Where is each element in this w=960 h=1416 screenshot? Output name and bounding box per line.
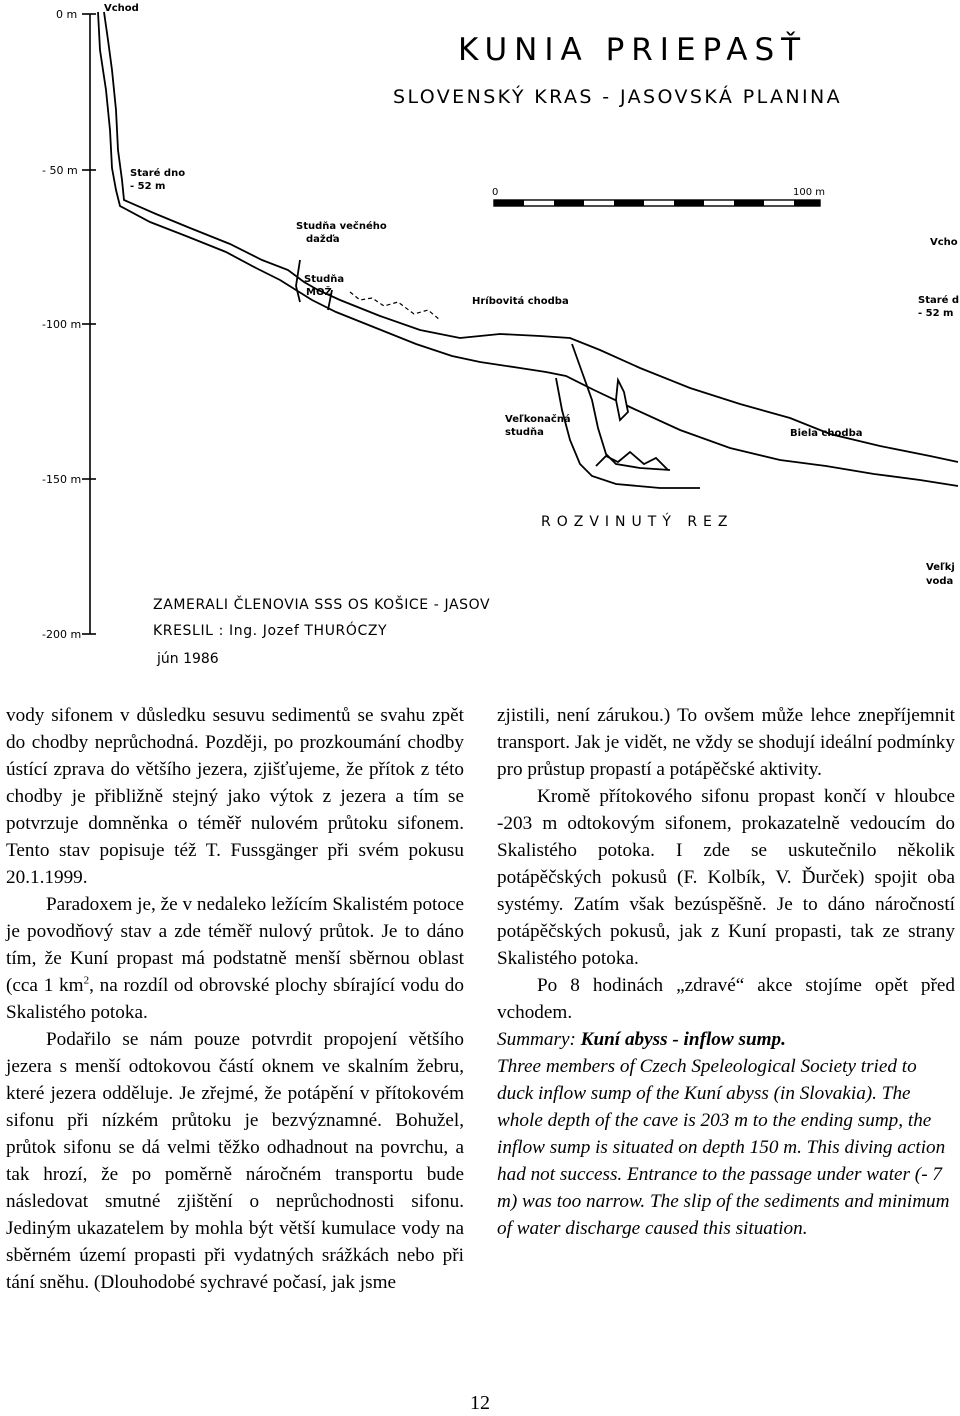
label-well-rain-2: dažďa <box>306 234 340 245</box>
svg-text:0: 0 <box>492 187 499 198</box>
label-well-rain: Studňa večného <box>296 221 387 232</box>
right-paragraph-2: Kromě přítokového sifonu propast končí v hloubce -203 m odtokovým sifonem, prokazatelně vedoucím do Skalistého potoka. I zde se uskutečnilo několik potápěčských pokusů (F. Kolbík, V. Ďurček) spojit oba systémy. Zatím však bezúspěšně. Je to dáno náročností potápěčských pokusů, jak z Kuní propasti, tak ze strany Skalistého potoka. <box>497 786 955 969</box>
depth-label-200: -200 m <box>42 628 82 641</box>
credits-date: jún 1986 <box>157 651 219 667</box>
credits-drawn: KRESLIL : Ing. Jozef THURÓCZY <box>153 623 388 639</box>
summary-label: Summary: <box>497 1029 581 1050</box>
depth-scale <box>82 14 96 634</box>
left-paragraph-3: Podařilo se nám pouze potvrdit propojení většího jezera s menší odtokovou částí oknem ve skalním žebru, které jezera odděluje. Je zřejmé, že potápění v přítokovém sifonu při nízkém průtoku je bezvýznamné. Bohužel, průtok sifonu se dá velmi těžko odhadnout na povrchu, a tak hrozí, že po poměrně náročném transportu bude následovat smutné zjištění o neprůchodnosti sifonu. Jediným ukazatelem by mohla být větší kumulace vody na sběrném území propasti při vydatných srážkách nebo při tání sněhu. (Dlouhodobé sychravé počasí, jak jsme <box>6 1029 464 1293</box>
label-white-passage: Biela chodba <box>790 428 863 439</box>
label-old-bottom-depth: - 52 m <box>130 181 166 192</box>
map-title: KUNIA PRIEPASŤ <box>458 32 808 68</box>
cave-survey-map <box>0 0 960 680</box>
depth-label-0: 0 m <box>56 8 78 21</box>
map-subtitle: SLOVENSKÝ KRAS - JASOVSKÁ PLANINA <box>393 86 843 108</box>
scale-bar <box>492 187 825 206</box>
right-column <box>497 702 955 1242</box>
label-final-well: Veľkonačná <box>505 414 571 425</box>
right-paragraph-3: Po 8 hodinách „zdravé“ akce stojíme opět před vchodem. <box>497 975 955 1023</box>
label-entrance: Vchod <box>104 3 139 14</box>
summary-title: Kuní abyss - inflow sump. <box>580 1029 786 1050</box>
depth-label-150: -150 m <box>42 473 82 486</box>
label-final-well-2: studňa <box>505 427 544 438</box>
section-title: ROZVINUTÝ REZ <box>541 514 734 530</box>
depth-label-100: -100 m <box>42 318 82 331</box>
left-paragraph-1: vody sifonem v důsledku sesuvu sedimentů se svahu zpět do chodby neprůchodná. Později, po prozkoumání chodby ústící zprava do většího jezera, zjišťujeme, že přítok z této chodby je přibližně stejný jako výtok z jezera a tím se potvrzuje domněnka o téměř nulovém průtoku sifonem. Tento stav popisuje též T. Fussgänger při svém pokusu 20.1.1999. <box>6 705 464 888</box>
svg-text:100 m: 100 m <box>793 187 826 198</box>
summary <box>497 1026 955 1242</box>
depth-label-50: - 50 m <box>42 164 78 177</box>
label-right-old-bottom-2: - 52 m <box>918 308 954 319</box>
right-paragraph-1: zjistili, není zárukou.) To ovšem může lehce znepříjemnit transport. Jak je vidět, ne vždy se shodují ideální podmínky pro průstup propastí a potápěčské aktivity. <box>497 705 955 780</box>
left-column <box>6 702 464 1296</box>
label-mushroom-passage: Hríbovitá chodba <box>472 296 569 307</box>
label-right-big-water: Veľkj <box>926 562 955 573</box>
label-well-moz-2: MOŽ <box>306 287 332 298</box>
left-paragraph-2: Paradoxem je, že v nedaleko ležícím Skalistém potoce je povodňový stav a zde téměř nulový průtok. Je to dáno tím, že Kuní propast má podstatně menší sběrnou oblast (cca 1 $km^2$, na rozdíl od obrovské plochy sbírající vodu do Skalistého potoka. <box>6 894 464 1023</box>
label-right-old-bottom: Staré d <box>918 295 960 306</box>
label-right-entrance: Vcho <box>930 237 958 248</box>
page-number: 12 <box>470 1392 490 1414</box>
label-right-big-water-2: voda <box>926 576 954 587</box>
summary-text: Three members of Czech Speleological Society tried to duck inflow sump of the Kuní abyss (in Slovakia). The whole depth of the cave is 203 m to the ending sump, the inflow sump is situated on depth 150 m. This diving action had not success. Entrance to the passage under water (- 7 m) was too narrow. The slip of the sediments and minimum of water discharge caused this situation. <box>497 1056 950 1239</box>
label-old-bottom: Staré dno <box>130 168 186 179</box>
credits-surveyed: ZAMERALI ČLENOVIA SSS OS KOŠICE - JASOV <box>153 597 491 613</box>
label-well-moz: Studňa <box>304 274 345 285</box>
